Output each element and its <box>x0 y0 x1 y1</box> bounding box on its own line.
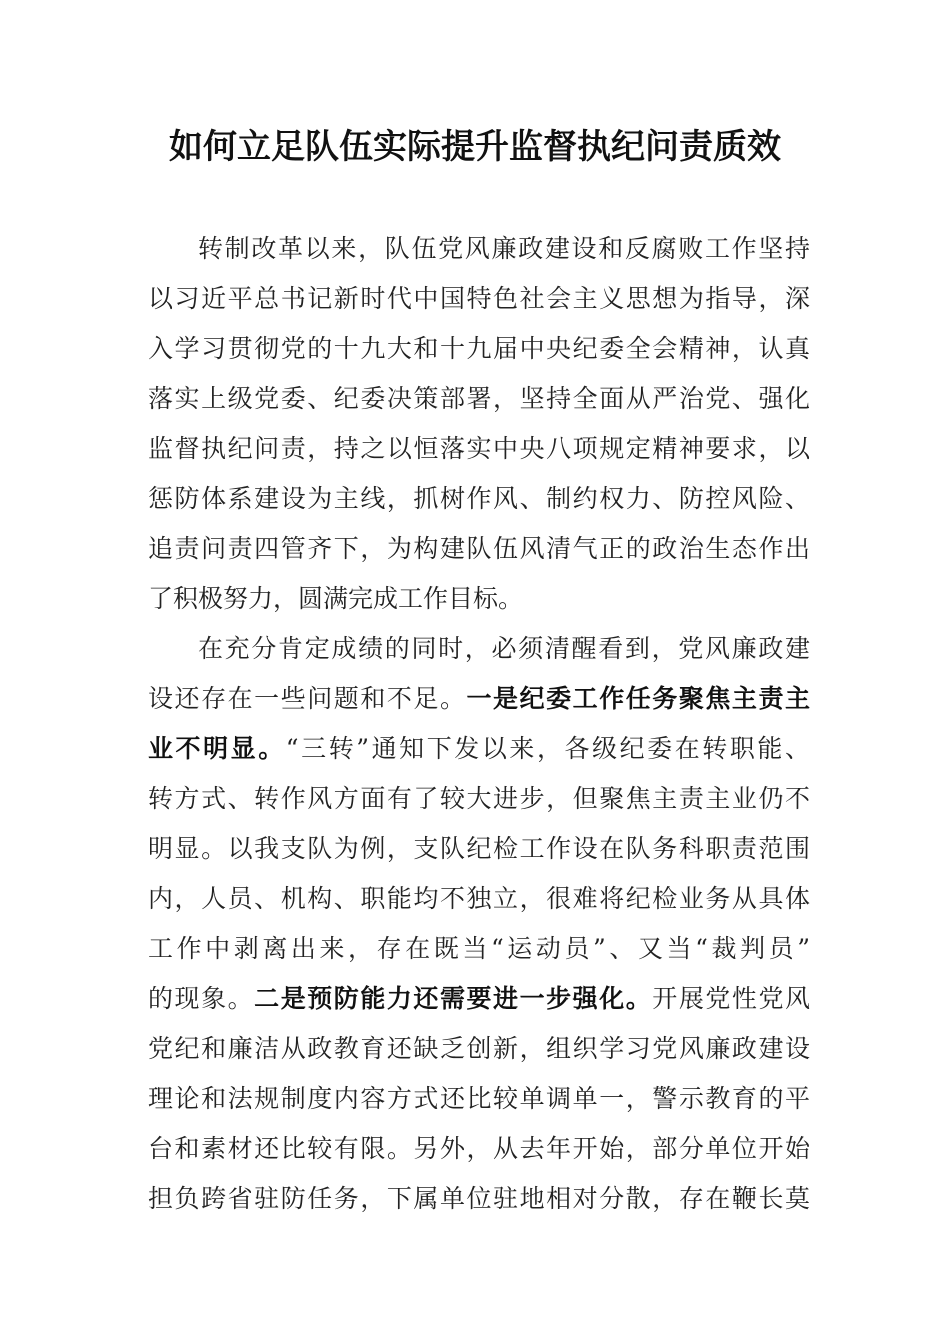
text-line <box>148 974 810 1024</box>
text-run: 内，人员、机构、职能均不独立，很难将纪检业务从具体 <box>148 884 810 913</box>
text-run: 设还存在一些问题和不足。 <box>148 684 467 713</box>
text-run: 在充分肯定成绩的同时，必须清醒看到，党风廉政建 <box>198 634 810 663</box>
text-line <box>148 274 810 324</box>
text-line <box>148 674 810 724</box>
text-run: 落实上级党委、纪委决策部署，坚持全面从严治党、强化 <box>148 384 810 413</box>
text-run: 了积极努力，圆满完成工作目标。 <box>148 584 524 613</box>
text-line <box>148 1074 810 1124</box>
text-run: 转制改革以来，队伍党风廉政建设和反腐败工作坚持 <box>198 234 810 263</box>
bold-heading-run: 一是纪委工作任务聚焦主责主 <box>466 684 810 713</box>
paragraph-achievements <box>148 224 810 624</box>
text-run: 担负跨省驻防任务，下属单位驻地相对分散，存在鞭长莫 <box>148 1184 810 1213</box>
text-line <box>148 324 810 374</box>
text-run: 台和素材还比较有限。另外，从去年开始，部分单位开始 <box>148 1134 810 1163</box>
text-line <box>148 924 810 974</box>
text-run: 的现象。 <box>148 984 255 1013</box>
page-title: 如何立足队伍实际提升监督执纪问责质效 <box>169 127 781 167</box>
paragraph-problems <box>148 624 810 1224</box>
text-run: 惩防体系建设为主线，抓树作风、制约权力、防控风险、 <box>148 484 810 513</box>
text-line <box>148 224 810 274</box>
text-run: 工作中剥离出来，存在既当“运动员”、又当“裁判员” <box>148 934 810 963</box>
text-line <box>148 874 810 924</box>
text-line <box>148 1174 810 1224</box>
text-run: 入学习贯彻党的十九大和十九届中央纪委全会精神，认真 <box>148 334 810 363</box>
bold-heading-run: 二是预防能力还需要进一步强化。 <box>254 984 653 1013</box>
text-run: 明显。以我支队为例，支队纪检工作设在队务科职责范围 <box>148 834 810 863</box>
text-line <box>148 624 810 674</box>
text-run: 追责问责四管齐下，为构建队伍风清气正的政治生态作出 <box>148 534 810 563</box>
text-line <box>148 824 810 874</box>
text-line <box>148 524 810 574</box>
text-line <box>148 574 810 624</box>
text-line <box>148 1024 810 1074</box>
text-run: 监督执纪问责，持之以恒落实中央八项规定精神要求，以 <box>148 434 810 463</box>
text-line <box>148 774 810 824</box>
text-run: 理论和法规制度内容方式还比较单调单一，警示教育的平 <box>148 1084 810 1113</box>
text-run: 开展党性党风 <box>652 984 810 1013</box>
bold-heading-run: 业不明显。 <box>148 734 286 763</box>
text-line <box>148 374 810 424</box>
text-line <box>148 424 810 474</box>
text-line <box>148 474 810 524</box>
text-run: 党纪和廉洁从政教育还缺乏创新，组织学习党风廉政建设 <box>148 1034 810 1063</box>
document-body <box>148 224 810 1224</box>
text-run: “三转”通知下发以来，各级纪委在转职能、 <box>285 734 810 763</box>
text-run: 以习近平总书记新时代中国特色社会主义思想为指导，深 <box>148 284 810 313</box>
text-run: 转方式、转作风方面有了较大进步，但聚焦主责主业仍不 <box>148 784 810 813</box>
text-line <box>148 1124 810 1174</box>
text-line <box>148 724 810 774</box>
